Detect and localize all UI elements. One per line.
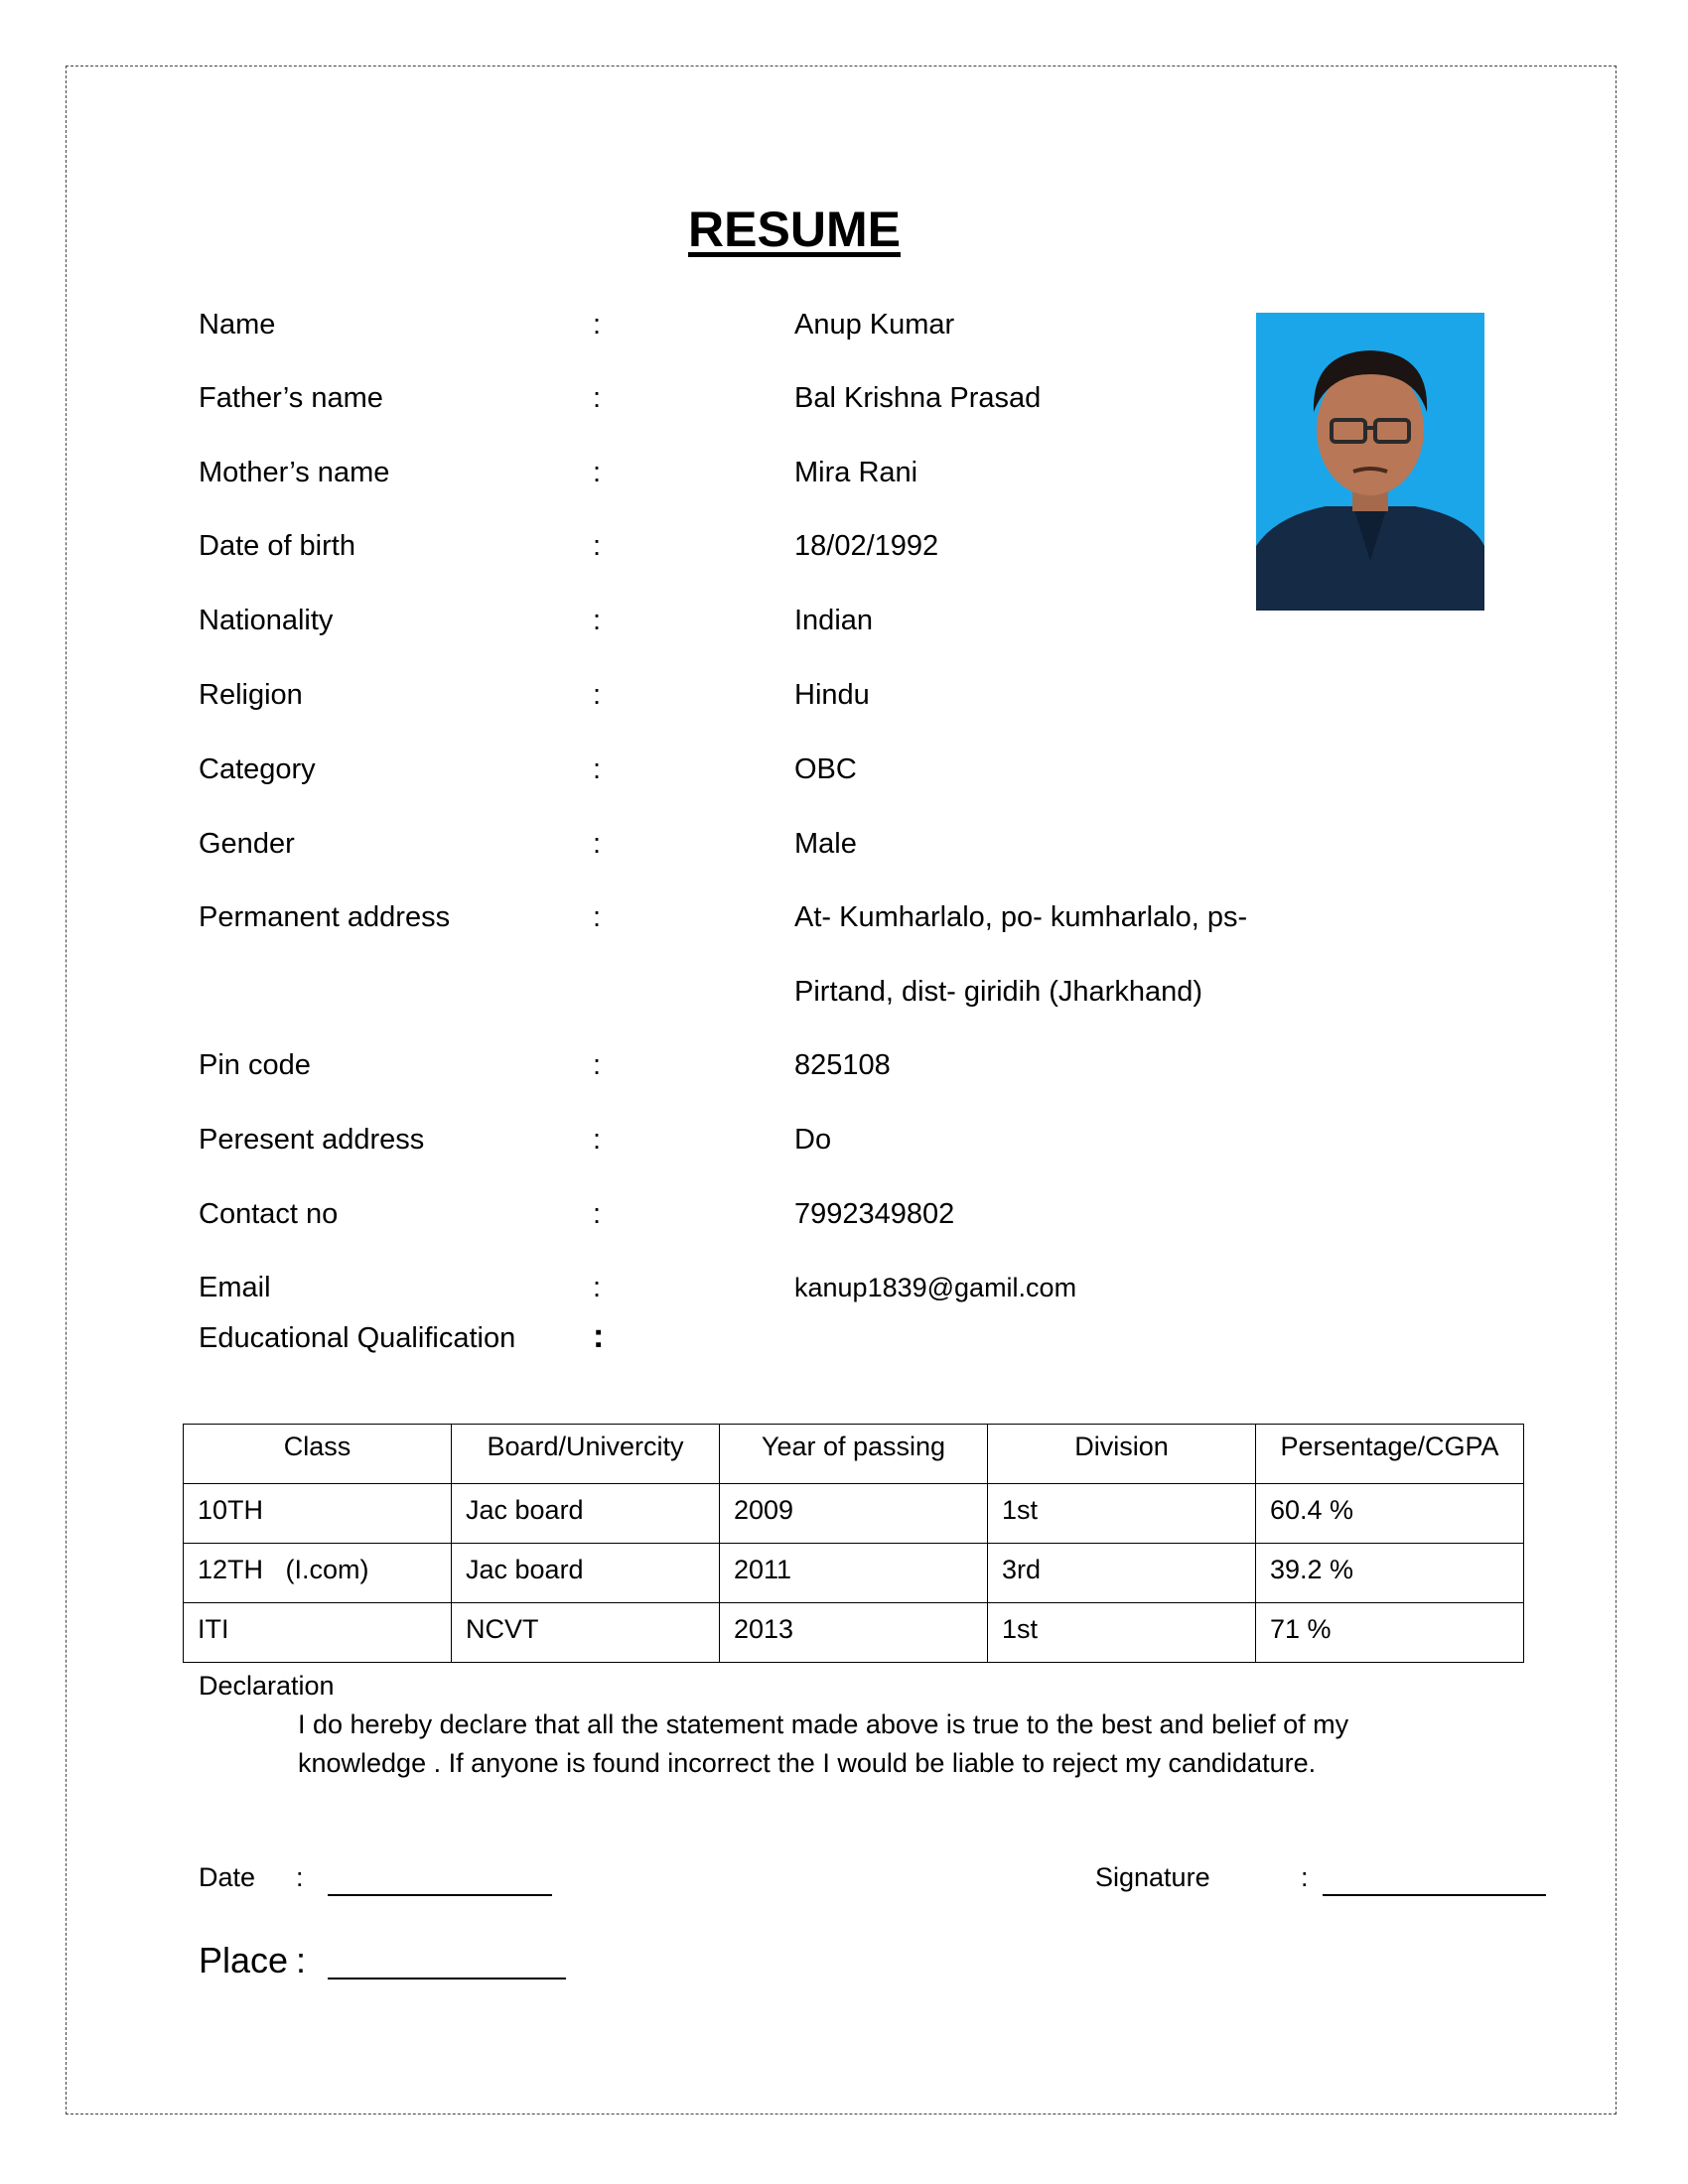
gender-value: Male (794, 828, 857, 860)
colon: : (593, 457, 602, 488)
table-cell: 71 % (1256, 1603, 1524, 1663)
table-row (184, 1544, 1524, 1603)
colon: : (593, 1317, 605, 1355)
email-label: Email (199, 1272, 271, 1303)
education-table (183, 1424, 1524, 1663)
column-header-board: Board/Univercity (452, 1425, 720, 1484)
colon: : (593, 1049, 602, 1081)
colon: : (593, 679, 602, 711)
page-title: RESUME (688, 202, 901, 257)
declaration-heading: Declaration (199, 1671, 335, 1701)
table-cell: Jac board (452, 1484, 720, 1544)
contact-no-label: Contact no (199, 1198, 339, 1230)
fathers-name-label: Father’s name (199, 382, 383, 414)
table-row (184, 1603, 1524, 1663)
column-header-division: Division (988, 1425, 1256, 1484)
colon: : (1301, 1862, 1309, 1892)
religion-label: Religion (199, 679, 303, 711)
nationality-value: Indian (794, 605, 874, 636)
present-address-value: Do (794, 1124, 832, 1156)
nationality-label: Nationality (199, 605, 334, 636)
table-cell: 39.2 % (1256, 1544, 1524, 1603)
table-cell: 1st (988, 1603, 1256, 1663)
permanent-address-value-line1: At- Kumharlalo, po- kumharlalo, ps- (794, 901, 1248, 933)
name-value: Anup Kumar (794, 309, 955, 341)
mothers-name-label: Mother’s name (199, 457, 390, 488)
table-cell: 3rd (988, 1544, 1256, 1603)
email-value: kanup1839@gamil.com (794, 1273, 1077, 1302)
date-label: Date (199, 1862, 256, 1892)
date-line (328, 1894, 552, 1896)
table-cell: 12TH (I.com) (184, 1544, 452, 1603)
contact-no-value: 7992349802 (794, 1198, 955, 1230)
date-of-birth-value: 18/02/1992 (794, 530, 939, 562)
signature-label: Signature (1095, 1862, 1210, 1892)
colon: : (593, 753, 602, 785)
permanent-address-label: Permanent address (199, 901, 451, 933)
mothers-name-value: Mira Rani (794, 457, 918, 488)
column-header-class: Class (184, 1425, 452, 1484)
colon: : (593, 901, 602, 933)
gender-label: Gender (199, 828, 295, 860)
pin-code-value: 825108 (794, 1049, 891, 1081)
colon: : (593, 530, 602, 562)
educational-qualification-label: Educational Qualification (199, 1322, 516, 1354)
table-cell: ITI (184, 1603, 452, 1663)
table-cell: 60.4 % (1256, 1484, 1524, 1544)
table-cell: 10TH (184, 1484, 452, 1544)
category-value: OBC (794, 753, 857, 785)
colon: : (593, 1198, 602, 1230)
table-cell: 1st (988, 1484, 1256, 1544)
place-line (328, 1978, 566, 1979)
pin-code-label: Pin code (199, 1049, 311, 1081)
table-cell: Jac board (452, 1544, 720, 1603)
present-address-label: Peresent address (199, 1124, 425, 1156)
colon: : (593, 382, 602, 414)
category-label: Category (199, 753, 316, 785)
column-header-percentage: Persentage/CGPA (1256, 1425, 1524, 1484)
profile-photo (1256, 313, 1484, 611)
colon: : (593, 1124, 602, 1156)
table-cell: NCVT (452, 1603, 720, 1663)
colon: : (593, 828, 602, 860)
colon: : (593, 605, 602, 636)
table-row (184, 1484, 1524, 1544)
colon: : (593, 309, 602, 341)
table-cell: 2013 (720, 1603, 988, 1663)
table-header-row (184, 1425, 1524, 1484)
name-label: Name (199, 309, 276, 341)
column-header-year: Year of passing (720, 1425, 988, 1484)
permanent-address-value-line2: Pirtand, dist- giridih (Jharkhand) (794, 976, 1203, 1008)
fathers-name-value: Bal Krishna Prasad (794, 382, 1042, 414)
place-label: Place (199, 1940, 289, 1980)
colon: : (296, 1940, 307, 1980)
colon: : (296, 1862, 304, 1892)
table-cell: 2009 (720, 1484, 988, 1544)
religion-value: Hindu (794, 679, 870, 711)
declaration-text: I do hereby declare that all the statement made above is true to the best and belief of my knowledge . If anyone is found incorrect the I would be liable to reject my candidature. (298, 1709, 1349, 1778)
date-of-birth-label: Date of birth (199, 530, 355, 562)
colon: : (593, 1272, 602, 1303)
table-cell: 2011 (720, 1544, 988, 1603)
signature-line (1323, 1894, 1546, 1896)
